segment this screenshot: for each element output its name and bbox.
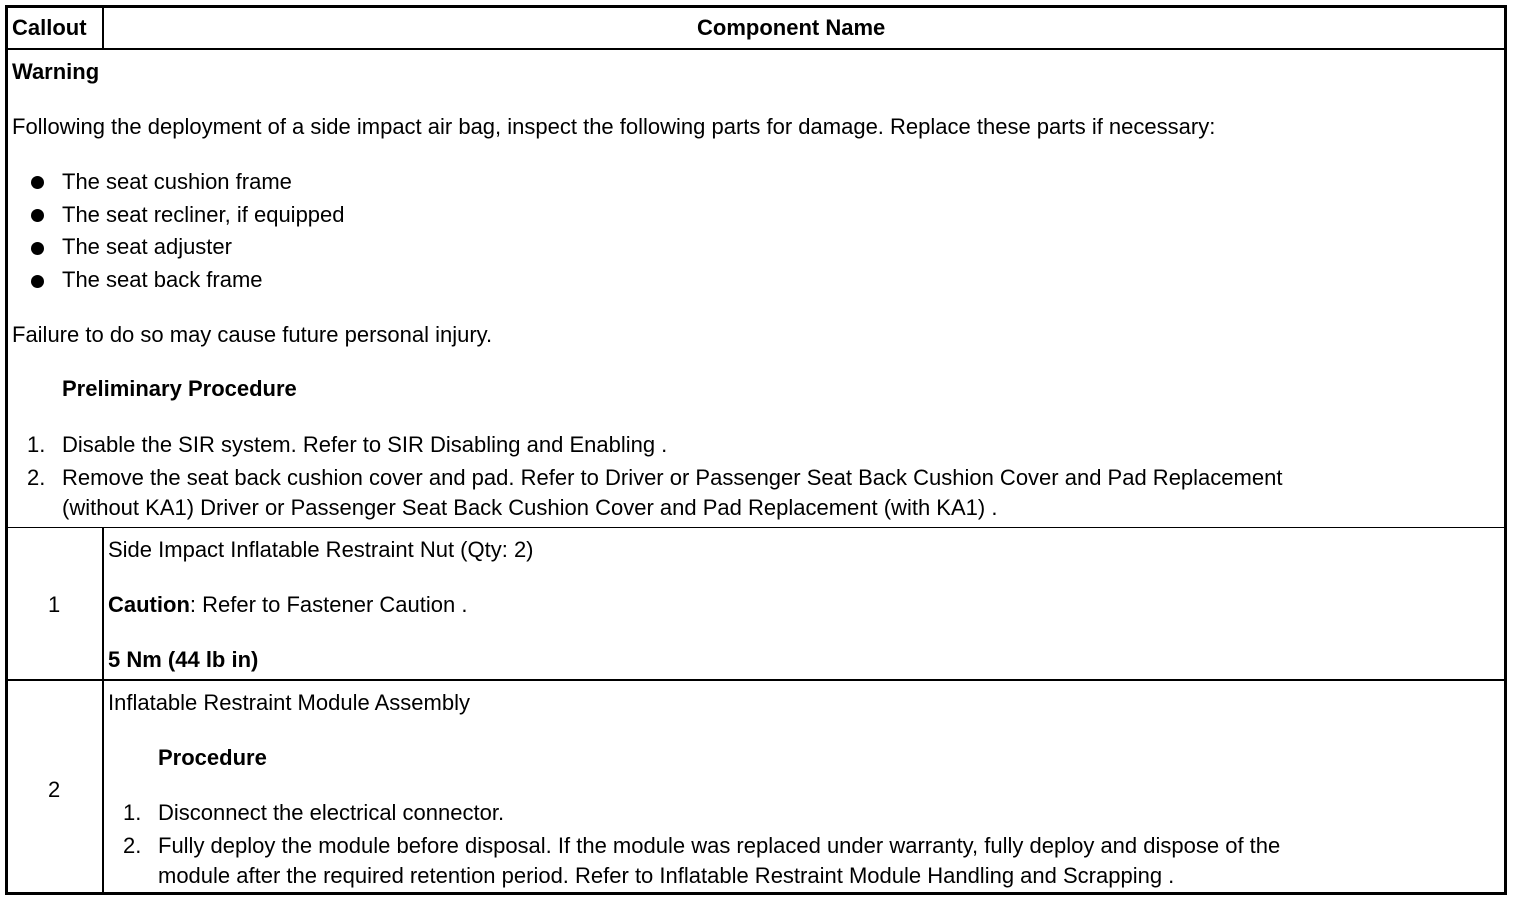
column-divider	[102, 681, 104, 895]
warning-intro: Following the deployment of a side impact air bag, inspect the following parts for damage. Replace these parts if necessary:	[12, 114, 1216, 139]
component-table	[5, 5, 1507, 895]
preliminary-step-text: Remove the seat back cushion cover and pad. Refer to Driver or Passenger Seat Back Cushion Cover and Pad Replacement	[62, 465, 1283, 490]
warning-item: The seat back frame	[62, 267, 263, 292]
component-name: Side Impact Inflatable Restraint Nut (Qty: 2)	[108, 537, 534, 562]
table-row	[8, 528, 1504, 679]
step-number: 2.	[27, 465, 46, 490]
header-column-divider	[102, 8, 104, 48]
torque-spec: 5 Nm (44 lb in)	[108, 647, 259, 672]
table-row	[8, 681, 1504, 895]
procedure-step-text: module after the required retention period. Refer to Inflatable Restraint Module Handling and Scrapping .	[158, 863, 1175, 888]
bullet-icon	[31, 275, 44, 288]
warning-item: The seat adjuster	[62, 234, 232, 259]
procedure-step-text: Fully deploy the module before disposal. If the module was replaced under warranty, fully deploy and dispose of the	[158, 833, 1281, 858]
warning-item: The seat cushion frame	[62, 169, 292, 194]
bullet-icon	[31, 176, 44, 189]
preliminary-step-text: (without KA1) Driver or Passenger Seat Back Cushion Cover and Pad Replacement (with KA1) .	[62, 495, 998, 520]
step-number: 2.	[123, 833, 142, 858]
warning-closing: Failure to do so may cause future personal injury.	[12, 322, 493, 347]
step-number: 1.	[123, 800, 142, 825]
procedure-step-text: Disconnect the electrical connector.	[158, 800, 505, 825]
warning-row	[8, 50, 1504, 527]
preliminary-title: Preliminary Procedure	[62, 376, 297, 401]
component-name: Inflatable Restraint Module Assembly	[108, 690, 470, 715]
bullet-icon	[31, 209, 44, 222]
column-divider	[102, 528, 104, 679]
table-header-row	[8, 8, 1504, 48]
warning-title: Warning	[12, 59, 100, 84]
bullet-icon	[31, 242, 44, 255]
header-callout: Callout	[12, 15, 87, 40]
caution-line	[108, 593, 467, 617]
callout-number: 2	[48, 777, 61, 802]
warning-item: The seat recliner, if equipped	[62, 202, 345, 227]
step-number: 1.	[27, 432, 46, 457]
procedure-title: Procedure	[158, 745, 267, 770]
preliminary-step-text: Disable the SIR system. Refer to SIR Disabling and Enabling .	[62, 432, 668, 457]
caution-text: : Refer to Fastener Caution .	[189, 592, 468, 617]
callout-number: 1	[48, 592, 61, 617]
header-component-name: Component Name	[697, 15, 886, 40]
caution-label: Caution	[108, 592, 190, 617]
